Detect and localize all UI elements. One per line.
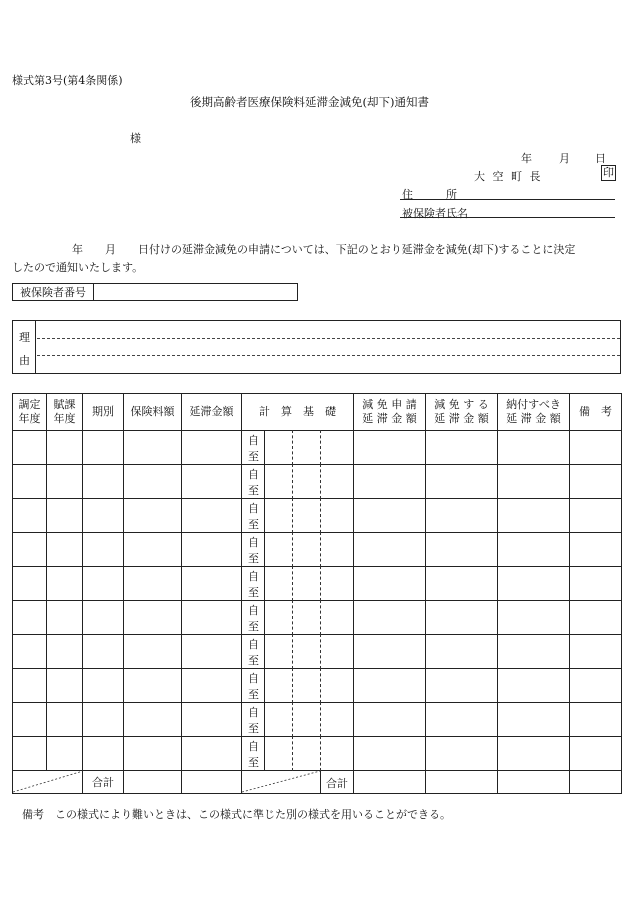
table-row — [13, 567, 622, 601]
form-number: 様式第3号(第4条関係) — [12, 74, 123, 87]
table-row — [13, 431, 622, 465]
cell-calc-basis — [242, 465, 354, 499]
cell-payable[interactable] — [498, 567, 570, 601]
col-header-late-fee: 延滞金額 — [182, 394, 242, 431]
cell-remarks[interactable] — [570, 635, 622, 669]
address-line — [400, 199, 615, 200]
cell-payable[interactable] — [498, 499, 570, 533]
to-label: 至 — [248, 654, 259, 667]
insured-number-field[interactable] — [94, 284, 298, 301]
cell-levy-year[interactable] — [47, 431, 83, 465]
cell-assess-year[interactable] — [13, 737, 47, 771]
cell-remarks[interactable] — [570, 567, 622, 601]
cell-levy-year[interactable] — [47, 669, 83, 703]
cell-calc-basis — [242, 431, 354, 465]
from-label: 自 — [248, 570, 259, 583]
cell-premium[interactable] — [124, 533, 182, 567]
table-row — [13, 465, 622, 499]
cell-levy-year[interactable] — [47, 465, 83, 499]
table-row — [13, 533, 622, 567]
cell-reduced[interactable] — [426, 635, 498, 669]
cell-reduced[interactable] — [426, 465, 498, 499]
cell-assess-year[interactable] — [13, 635, 47, 669]
insured-number-box — [12, 283, 298, 301]
cell-late-fee[interactable] — [182, 567, 242, 601]
cell-calc-basis — [242, 533, 354, 567]
cell-reduced[interactable] — [426, 499, 498, 533]
reason-box — [12, 320, 621, 374]
cell-requested[interactable] — [354, 431, 426, 465]
cell-assess-year[interactable] — [13, 567, 47, 601]
cell-reduced[interactable] — [426, 703, 498, 737]
cell-period[interactable] — [83, 533, 124, 567]
cell-late-fee[interactable] — [182, 431, 242, 465]
cell-requested[interactable] — [354, 601, 426, 635]
table-row — [13, 737, 622, 771]
reason-dash-2 — [37, 355, 620, 356]
cell-late-fee[interactable] — [182, 635, 242, 669]
to-label: 至 — [248, 450, 259, 463]
col-header-requested: 減 免 申 請 延 滞 金 額 — [354, 394, 426, 431]
cell-period[interactable] — [83, 465, 124, 499]
reason-label-2: 由 — [19, 354, 30, 367]
cell-premium[interactable] — [124, 635, 182, 669]
col-header-levy-year: 賦課 年度 — [47, 394, 83, 431]
cell-late-fee[interactable] — [182, 737, 242, 771]
cell-assess-year[interactable] — [13, 703, 47, 737]
cell-calc-basis — [242, 669, 354, 703]
total-requested[interactable] — [354, 771, 426, 794]
body-text-1: 年 月 日付けの延滞金減免の申請については、下記のとおり延滞金を減免(却下)することに決定 — [72, 243, 576, 256]
cell-remarks[interactable] — [570, 669, 622, 703]
cell-premium[interactable] — [124, 431, 182, 465]
cell-period[interactable] — [83, 737, 124, 771]
total-label-left: 合計 — [83, 771, 124, 794]
total-premium[interactable] — [124, 771, 182, 794]
cell-payable[interactable] — [498, 431, 570, 465]
from-label: 自 — [248, 740, 259, 753]
total-calc-cell — [242, 771, 354, 794]
cell-remarks[interactable] — [570, 533, 622, 567]
to-label: 至 — [248, 722, 259, 735]
cell-levy-year[interactable] — [47, 601, 83, 635]
cell-calc-basis — [242, 635, 354, 669]
total-diagonal-left — [13, 771, 83, 794]
cell-late-fee[interactable] — [182, 669, 242, 703]
footnote: 備考 この様式により難いときは、この様式に準じた別の様式を用いることができる。 — [22, 808, 451, 821]
insured-number-label: 被保険者番号 — [13, 284, 94, 301]
page-title: 後期高齢者医療保険料延滞金減免(却下)通知書 — [190, 95, 429, 109]
table-row — [13, 635, 622, 669]
cell-assess-year[interactable] — [13, 601, 47, 635]
cell-assess-year[interactable] — [13, 669, 47, 703]
date-day: 日 — [595, 152, 606, 165]
from-label: 自 — [248, 502, 259, 515]
to-label: 至 — [248, 484, 259, 497]
cell-calc-basis — [242, 703, 354, 737]
cell-remarks[interactable] — [570, 499, 622, 533]
total-row — [13, 771, 622, 794]
cell-premium[interactable] — [124, 703, 182, 737]
cell-reduced[interactable] — [426, 737, 498, 771]
cell-late-fee[interactable] — [182, 533, 242, 567]
cell-reduced[interactable] — [426, 669, 498, 703]
cell-premium[interactable] — [124, 669, 182, 703]
total-late-fee[interactable] — [182, 771, 242, 794]
cell-remarks[interactable] — [570, 601, 622, 635]
total-label-right: 合計 — [326, 777, 348, 790]
cell-period[interactable] — [83, 669, 124, 703]
cell-late-fee[interactable] — [182, 601, 242, 635]
reason-divider — [35, 321, 36, 373]
cell-levy-year[interactable] — [47, 533, 83, 567]
cell-premium[interactable] — [124, 601, 182, 635]
cell-assess-year[interactable] — [13, 431, 47, 465]
col-header-assess-year: 調定 年度 — [13, 394, 47, 431]
cell-calc-basis — [242, 737, 354, 771]
cell-payable[interactable] — [498, 533, 570, 567]
to-label: 至 — [248, 586, 259, 599]
cell-remarks[interactable] — [570, 431, 622, 465]
cell-payable[interactable] — [498, 669, 570, 703]
date-month: 月 — [559, 152, 570, 165]
cell-premium[interactable] — [124, 499, 182, 533]
to-label: 至 — [248, 688, 259, 701]
col-header-payable: 納付すべき 延 滞 金 額 — [498, 394, 570, 431]
cell-period[interactable] — [83, 431, 124, 465]
cell-period[interactable] — [83, 567, 124, 601]
cell-calc-basis — [242, 499, 354, 533]
cell-requested[interactable] — [354, 465, 426, 499]
cell-assess-year[interactable] — [13, 533, 47, 567]
table-header-row — [13, 394, 622, 431]
cell-period[interactable] — [83, 601, 124, 635]
reason-dash-1 — [37, 338, 620, 339]
address-label: 住 所 — [402, 188, 457, 201]
col-header-remarks: 備 考 — [570, 394, 622, 431]
cell-late-fee[interactable] — [182, 703, 242, 737]
total-payable[interactable] — [498, 771, 570, 794]
issuer: 大 空 町 長 — [474, 170, 543, 183]
penalty-table — [12, 393, 622, 794]
cell-payable[interactable] — [498, 601, 570, 635]
cell-requested[interactable] — [354, 669, 426, 703]
from-label: 自 — [248, 434, 259, 447]
total-remarks[interactable] — [570, 771, 622, 794]
col-header-reduced: 減 免 す る 延 滞 金 額 — [426, 394, 498, 431]
cell-levy-year[interactable] — [47, 703, 83, 737]
cell-levy-year[interactable] — [47, 499, 83, 533]
table-row — [13, 669, 622, 703]
from-label: 自 — [248, 468, 259, 481]
cell-reduced[interactable] — [426, 431, 498, 465]
cell-period[interactable] — [83, 635, 124, 669]
cell-levy-year[interactable] — [47, 737, 83, 771]
cell-requested[interactable] — [354, 703, 426, 737]
from-label: 自 — [248, 672, 259, 685]
date-year: 年 — [521, 152, 532, 165]
to-label: 至 — [248, 756, 259, 769]
table-row — [13, 499, 622, 533]
cell-reduced[interactable] — [426, 567, 498, 601]
cell-calc-basis — [242, 601, 354, 635]
cell-reduced[interactable] — [426, 533, 498, 567]
from-label: 自 — [248, 536, 259, 549]
cell-levy-year[interactable] — [47, 567, 83, 601]
total-reduced[interactable] — [426, 771, 498, 794]
from-label: 自 — [248, 706, 259, 719]
cell-requested[interactable] — [354, 635, 426, 669]
cell-levy-year[interactable] — [47, 635, 83, 669]
to-label: 至 — [248, 552, 259, 565]
cell-assess-year[interactable] — [13, 465, 47, 499]
reason-label-1: 理 — [19, 331, 30, 344]
col-header-premium: 保険料額 — [124, 394, 182, 431]
addressee-suffix: 様 — [130, 132, 141, 145]
col-header-calc-basis: 計 算 基 礎 — [242, 394, 354, 431]
seal-mark: 印 — [603, 166, 614, 179]
table-row — [13, 703, 622, 737]
cell-payable[interactable] — [498, 465, 570, 499]
cell-calc-basis — [242, 567, 354, 601]
name-label: 被保険者氏名 — [402, 207, 468, 220]
cell-late-fee[interactable] — [182, 465, 242, 499]
cell-requested[interactable] — [354, 533, 426, 567]
to-label: 至 — [248, 518, 259, 531]
cell-remarks[interactable] — [570, 737, 622, 771]
cell-period[interactable] — [83, 703, 124, 737]
name-line — [400, 217, 615, 218]
cell-requested[interactable] — [354, 567, 426, 601]
cell-premium[interactable] — [124, 737, 182, 771]
to-label: 至 — [248, 620, 259, 633]
cell-period[interactable] — [83, 499, 124, 533]
body-text-2: したので通知いたします。 — [12, 261, 144, 274]
cell-requested[interactable] — [354, 499, 426, 533]
cell-assess-year[interactable] — [13, 499, 47, 533]
cell-payable[interactable] — [498, 635, 570, 669]
cell-late-fee[interactable] — [182, 499, 242, 533]
cell-premium[interactable] — [124, 567, 182, 601]
cell-remarks[interactable] — [570, 465, 622, 499]
from-label: 自 — [248, 604, 259, 617]
cell-payable[interactable] — [498, 703, 570, 737]
cell-reduced[interactable] — [426, 601, 498, 635]
col-header-period: 期別 — [83, 394, 124, 431]
cell-payable[interactable] — [498, 737, 570, 771]
from-label: 自 — [248, 638, 259, 651]
cell-requested[interactable] — [354, 737, 426, 771]
cell-premium[interactable] — [124, 465, 182, 499]
table-row — [13, 601, 622, 635]
cell-remarks[interactable] — [570, 703, 622, 737]
